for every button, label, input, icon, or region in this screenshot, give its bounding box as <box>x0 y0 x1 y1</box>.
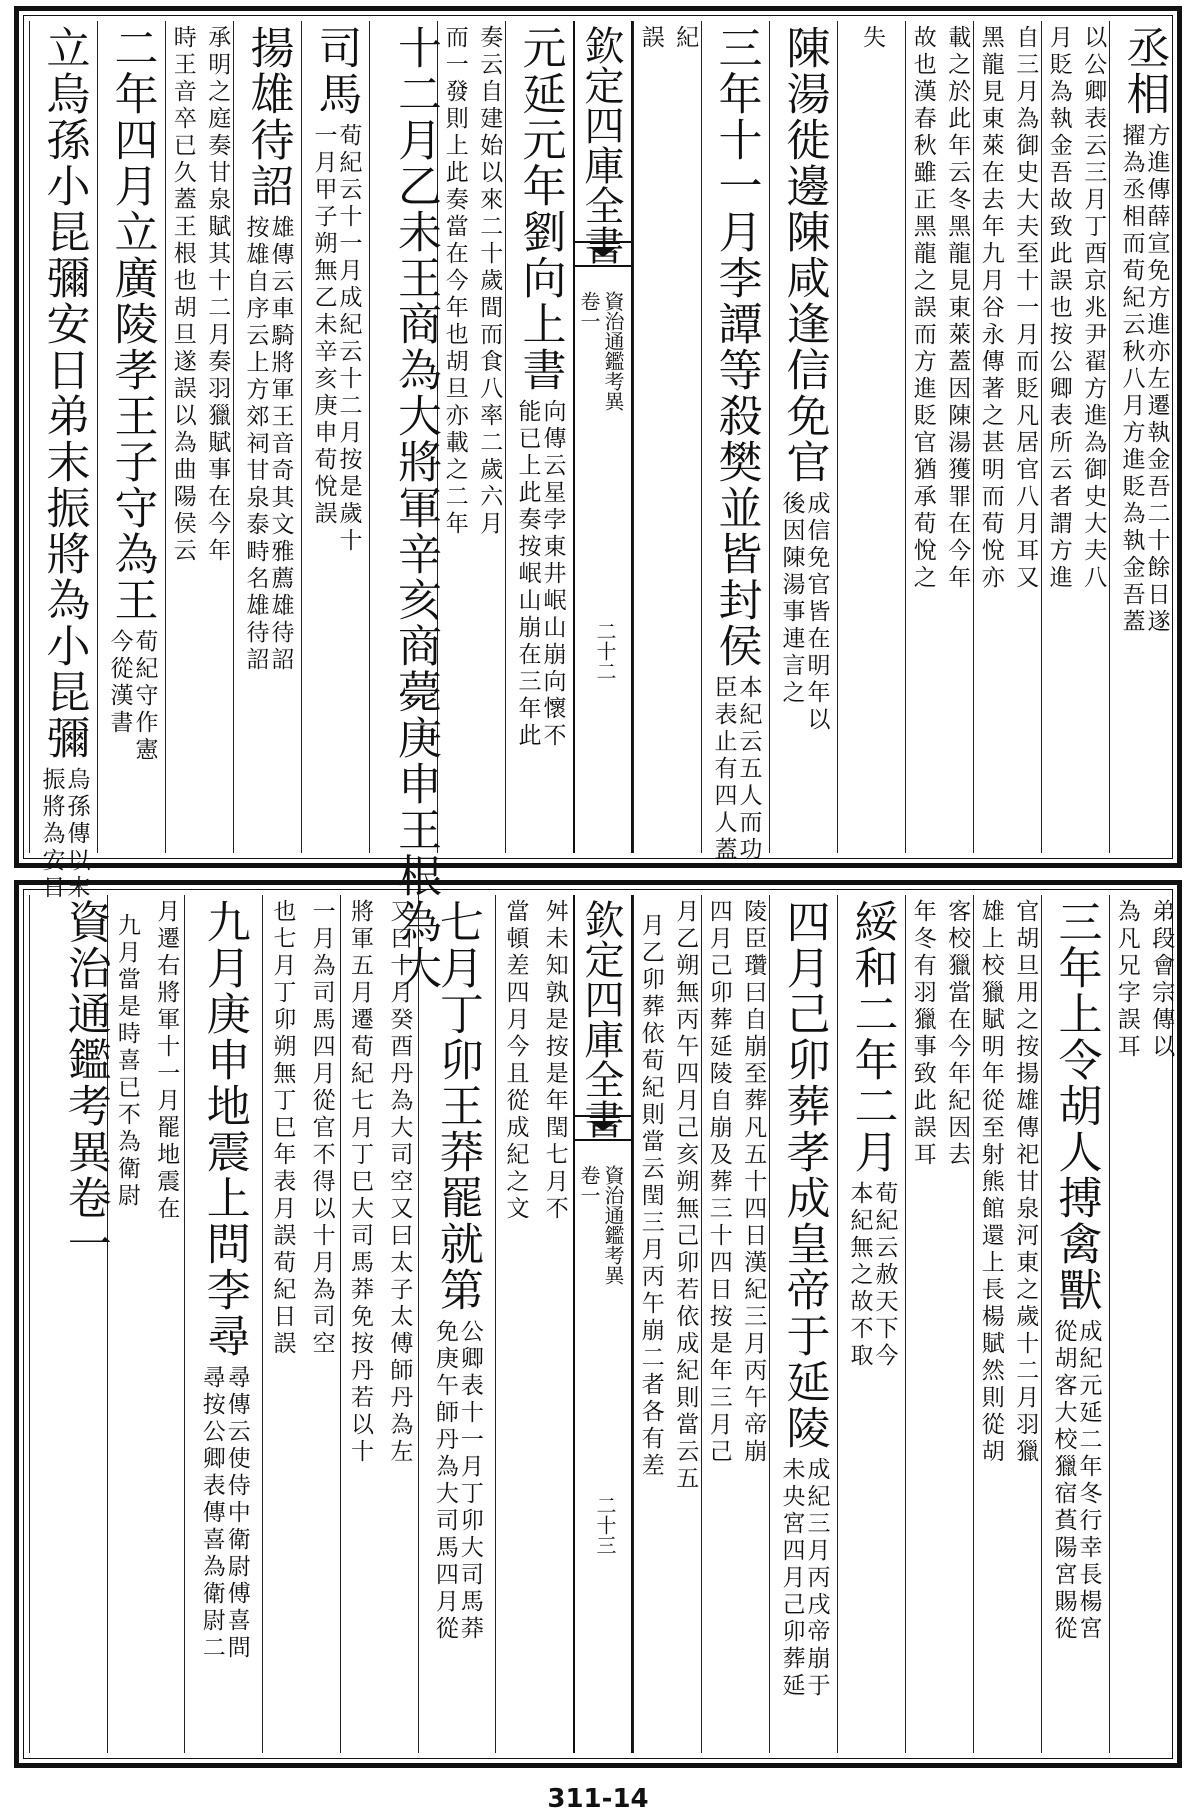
commentary-text: 振將為安日 <box>38 767 65 902</box>
commentary-text: 按雄自序云上方郊祠甘泉泰畤名雄待詔 <box>242 215 269 674</box>
book-title: 欽定四庫全書 <box>578 899 624 1139</box>
fishtail-ornament <box>575 241 631 267</box>
commentary-text: 自三月為御史大夫至十一月而貶凡居官八月耳又 <box>1012 25 1039 592</box>
main-text: 丞相 <box>1118 25 1170 117</box>
leaf-number: 二十二 <box>593 621 617 681</box>
text-column <box>701 895 769 1753</box>
text-column <box>340 895 418 1753</box>
center-band <box>573 21 633 853</box>
text-column <box>973 895 1041 1753</box>
text-column <box>633 21 701 853</box>
commentary-text: 當頓差四月今且從成紀之文 <box>502 899 529 1223</box>
text-column <box>418 895 496 1753</box>
commentary-text: 成紀三月丙戌帝崩于 <box>803 1457 830 1700</box>
commentary-text: 黑龍見東萊在去年九月谷永傳著之甚明而荀悅亦 <box>977 25 1004 592</box>
text-column <box>369 21 441 991</box>
commentary-text: 尋傳云使侍中衛尉傅喜問 <box>223 1365 250 1662</box>
main-text: 綏和二年二月 <box>846 899 898 1175</box>
main-text: 四月己卯葬孝成皇帝于延陵 <box>778 899 830 1451</box>
main-text: 三年上令胡人搏禽獸 <box>1050 899 1102 1313</box>
text-column <box>495 895 573 1753</box>
text-column <box>905 21 973 853</box>
commentary-text: 方進傳薛宣免方進亦左遷執金吾二十餘日遂 <box>1143 123 1170 636</box>
text-column <box>505 21 573 853</box>
commentary-text: 公卿表十一月丁卯大司馬莽 <box>456 1319 483 1643</box>
fishtail-ornament <box>575 1115 631 1141</box>
commentary-text: 失 <box>859 25 885 52</box>
text-column <box>633 895 701 1753</box>
commentary-text: 月乙卯葬依荀紀則當云閏三月丙午崩二者各有差 <box>637 912 664 1480</box>
text-column <box>1041 895 1109 1753</box>
main-text: 陳湯徙邊陳咸逢信免官 <box>778 25 830 485</box>
text-column <box>97 21 165 853</box>
main-text: 立烏孫小昆彌安日弟末振將為小昆彌 <box>38 25 90 761</box>
commentary-text: 本紀無之故不取 <box>846 1181 873 1370</box>
page-code: 311-14 <box>547 1784 649 1814</box>
commentary-text: 今從漢書 <box>106 629 133 737</box>
commentary-text: 紀 <box>672 25 699 52</box>
commentary-text: 四月己卯葬延陵自崩及葬三十四日按是年三月己 <box>705 899 732 1466</box>
text-column <box>184 895 262 1753</box>
commentary-text: 荀紀云十一月成紀云十二月按是歲十 <box>335 123 362 555</box>
text-column <box>437 21 505 853</box>
main-text: 揚雄待詔 <box>242 25 294 209</box>
commentary-text: 尋按公卿表傳喜為衛尉二 <box>198 1365 225 1662</box>
main-text: 司馬 <box>310 25 362 117</box>
volume-label: 卷一 <box>577 291 601 331</box>
commentary-text: 向傳云星孛東井岷山崩向懷不 <box>539 399 566 750</box>
commentary-text: 故也漢春秋雖正黑龍之誤而方進貶官猶承荀悅之 <box>909 25 936 592</box>
main-text: 七月丁卯王莽罷就第 <box>431 899 483 1313</box>
commentary-text: 免庚午師丹為大司馬四月從 <box>431 1319 458 1643</box>
commentary-text: 九月當是時喜已不為衛尉 <box>113 912 140 1210</box>
commentary-text: 也七月丁卯朔無丁巳年表月誤荀紀日誤 <box>269 899 296 1358</box>
commentary-text: 雄上校獵賦明年從至射熊館還上長楊賦然則從胡 <box>977 899 1004 1466</box>
main-text: 九月庚申地震上問李尋 <box>198 899 250 1359</box>
leaf-number: 二十三 <box>593 1495 617 1555</box>
text-column <box>973 21 1041 853</box>
commentary-text: 承明之庭奏甘泉賦其十二月奏羽獵賦事在今年 <box>204 25 231 565</box>
text-column <box>29 895 111 1753</box>
commentary-text: 擢為丞相而荀紀云秋八月方進貶為執金吾蓋 <box>1118 123 1145 636</box>
commentary-text: 陵臣瓚曰自崩至葬凡五十四日漢紀三月丙午帝崩 <box>740 899 767 1466</box>
commentary-text: 將軍五月遷荀紀七月丁巳大司馬莽免按丹若以十 <box>347 899 374 1466</box>
commentary-text: 客校獵當在今年紀因去 <box>944 899 971 1169</box>
text-column <box>262 895 340 1753</box>
center-band <box>573 895 633 1753</box>
main-text: 二年四月立廣陵孝王子守為王 <box>106 25 158 623</box>
text-column <box>233 21 301 853</box>
commentary-text: 官胡旦用之按揚雄傳祀甘泉河東之歲十二月羽獵 <box>1012 899 1039 1466</box>
commentary-text: 後因陳湯事連言之 <box>778 491 805 707</box>
text-column <box>165 21 233 853</box>
commentary-text: 雄傳云車騎將軍王音奇其文雅薦雄待詔 <box>267 215 294 674</box>
commentary-text: 為凡兄字誤耳 <box>1113 899 1140 1061</box>
text-column <box>837 21 905 853</box>
commentary-text: 時王音卒已久蓋王根也胡旦遂誤以為曲陽侯云 <box>169 25 196 565</box>
volume-label: 卷一 <box>577 1165 601 1205</box>
text-column <box>905 895 973 1753</box>
work-title: 資治通鑑考異 <box>601 1165 625 1285</box>
commentary-text: 年冬有羽獵事致此誤耳 <box>909 899 936 1169</box>
commentary-text: 本紀云五人而功 <box>735 675 762 864</box>
commentary-text: 未央宮四月己卯葬延 <box>778 1457 805 1700</box>
commentary-text: 烏孫傳以末 <box>63 767 90 902</box>
commentary-text: 從胡客大校獵宿萯陽宮賜從 <box>1050 1319 1077 1643</box>
book-title: 欽定四庫全書 <box>578 25 624 265</box>
commentary-text: 以公卿表云三月丁酉京兆尹翟方進為御史大夫八 <box>1080 25 1107 592</box>
main-text: 十二月乙未王商為大將軍辛亥商薨庚申王根為大 <box>390 25 441 991</box>
text-column <box>301 21 369 853</box>
work-title: 資治通鑑考異 <box>601 291 625 411</box>
text-column <box>107 895 185 1753</box>
text-column <box>701 21 769 864</box>
commentary-text: 又曰十月癸酉丹為大司空又曰太子太傅師丹為左 <box>386 899 413 1466</box>
text-column <box>29 21 97 902</box>
commentary-text: 荀紀云赦天下今 <box>871 1181 898 1370</box>
bottom-page <box>14 880 1182 1768</box>
main-text: 三年十一月李譚等殺樊並皆封侯 <box>710 25 762 669</box>
commentary-text: 而一發則上此奏當在今年也胡旦亦載之二年 <box>441 25 468 538</box>
commentary-text: 誤 <box>637 25 664 52</box>
commentary-text: 月乙朔無丙午四月己亥朔無己卯若依成紀則當云五 <box>672 899 699 1493</box>
commentary-text: 奏云自建始以來二十歲間而食八率二歲六月 <box>476 25 503 538</box>
text-column <box>769 895 837 1753</box>
text-column <box>1041 21 1109 853</box>
commentary-text: 弟段會宗傳以 <box>1148 899 1175 1061</box>
commentary-text: 月貶為執金吾故致此誤也按公卿表所云者謂方進 <box>1045 25 1072 592</box>
text-column <box>769 21 837 853</box>
main-text: 元延元年劉向上書 <box>514 25 566 393</box>
main-text: 資治通鑑考異卷一 <box>59 899 111 1267</box>
commentary-text: 荀紀守作憲 <box>131 629 158 764</box>
text-column <box>837 895 905 1753</box>
commentary-text: 月遷右將軍十一月罷地震在 <box>153 899 180 1223</box>
commentary-text: 一月為司馬四月從官不得以十月為司空 <box>308 899 335 1358</box>
commentary-text: 成信免官皆在明年以 <box>803 491 830 734</box>
commentary-text: 一月甲子朔無乙未辛亥庚申荀悅誤 <box>310 123 337 528</box>
commentary-text: 臣表止有四人蓋 <box>710 675 737 864</box>
commentary-text: 載之於此年云冬黑龍見東萊蓋因陳湯獲罪在今年 <box>944 25 971 592</box>
commentary-text: 舛未知孰是按是年閏七月不 <box>541 899 568 1223</box>
text-column <box>1109 21 1177 853</box>
commentary-text: 能已上此奏按岷山崩在三年此 <box>514 399 541 750</box>
commentary-text: 成紀元延二年冬行幸長楊宮 <box>1075 1319 1102 1643</box>
text-column <box>1109 895 1177 1753</box>
